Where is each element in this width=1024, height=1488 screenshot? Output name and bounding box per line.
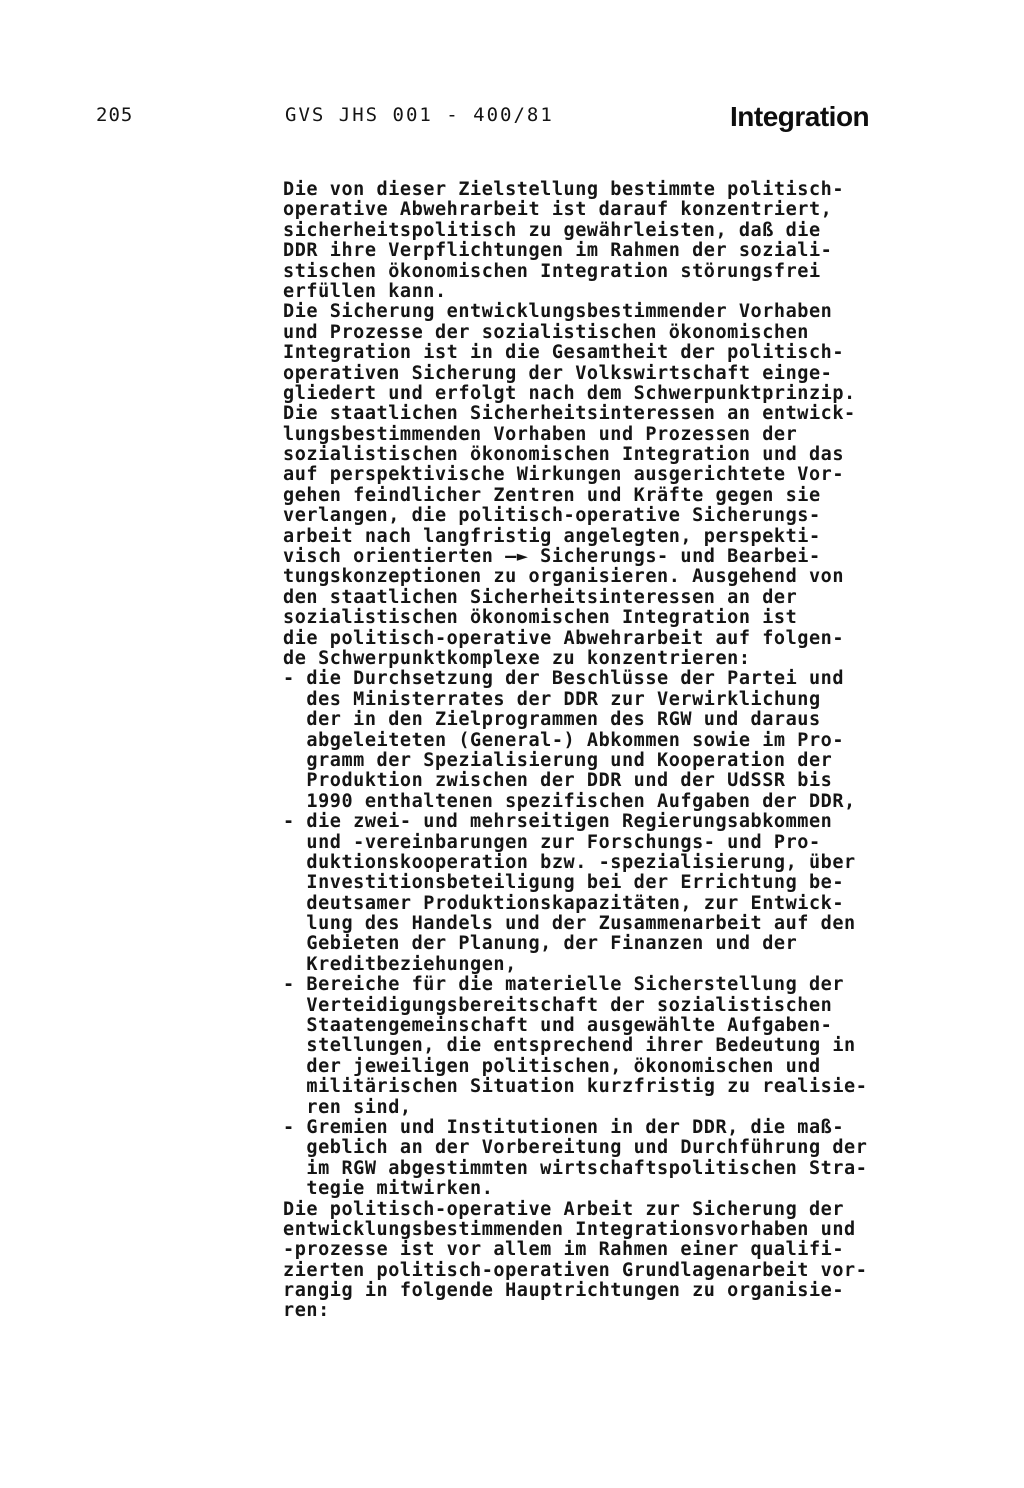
text-line: lung des Handels und der Zusammenarbeit auf den <box>283 913 856 935</box>
text-line: visch orientierten —► Sicherungs- und Bearbei- <box>283 546 821 568</box>
text-line: die politisch-operative Abwehrarbeit auf folgen- <box>283 627 845 649</box>
text-line: tungskonzeptionen zu organisieren. Ausgehend von <box>283 566 845 588</box>
text-line: geblich an der Vorbereitung und Durchführung der <box>283 1137 868 1159</box>
text-line: stellungen, die entsprechend ihrer Bedeutung in <box>283 1035 856 1057</box>
text-line: - die Durchsetzung der Beschlüsse der Partei und <box>283 668 845 690</box>
text-line: stischen ökonomischen Integration störungsfrei <box>283 260 821 282</box>
text-line: sozialistischen ökonomischen Integration und das <box>283 444 845 466</box>
page-number: 205 <box>96 104 134 126</box>
text-line: der jeweiligen politischen, ökonomischen und <box>283 1055 821 1077</box>
text-line: Produktion zwischen der DDR und der UdSSR bis <box>283 770 833 792</box>
text-line: abgeleiteten (General-) Abkommen sowie im Pro- <box>283 729 845 751</box>
text-line: der in den Zielprogrammen des RGW und daraus <box>283 709 821 731</box>
text-line: ren sind, <box>283 1096 412 1118</box>
text-line: gliedert und erfolgt nach dem Schwerpunktprinzip. <box>283 382 856 404</box>
text-line: entwicklungsbestimmenden Integrationsvorhaben und <box>283 1218 856 1240</box>
text-line: sozialistischen ökonomischen Integration ist <box>283 607 798 629</box>
text-line: arbeit nach langfristig angelegten, perspekti- <box>283 525 821 547</box>
text-line: Die politisch-operative Arbeit zur Sicherung der <box>283 1198 845 1220</box>
text-line: deutsamer Produktionskapazitäten, zur Entwick- <box>283 892 845 914</box>
text-line: operativen Sicherung der Volkswirtschaft einge- <box>283 362 833 384</box>
text-line: gehen feindlicher Zentren und Kräfte gegen sie <box>283 484 821 506</box>
text-line: im RGW abgestimmten wirtschaftspolitischen Stra- <box>283 1157 868 1179</box>
text-line: Die staatlichen Sicherheitsinteressen an entwick- <box>283 403 856 425</box>
body-text <box>283 180 923 1322</box>
text-line: Gebieten der Planung, der Finanzen und der <box>283 933 798 955</box>
text-line: DDR ihre Verpflichtungen im Rahmen der soziali- <box>283 240 833 262</box>
text-line: - Bereiche für die materielle Sicherstellung der <box>283 974 845 996</box>
text-line: und Prozesse der sozialistischen ökonomischen <box>283 321 809 343</box>
text-line: Die Sicherung entwicklungsbestimmender Vorhaben <box>283 301 833 323</box>
text-line: 1990 enthaltenen spezifischen Aufgaben der DDR, <box>283 790 856 812</box>
text-line: und -vereinbarungen zur Forschungs- und Pro- <box>283 831 821 853</box>
text-line: sicherheitspolitisch zu gewährleisten, daß die <box>283 219 821 241</box>
text-line: auf perspektivische Wirkungen ausgerichtete Vor- <box>283 464 845 486</box>
text-line: tegie mitwirken. <box>283 1178 494 1200</box>
text-line: de Schwerpunktkomplexe zu konzentrieren: <box>283 647 751 669</box>
text-line: operative Abwehrarbeit ist darauf konzentriert, <box>283 199 833 221</box>
text-line: - Gremien und Institutionen in der DDR, die maß- <box>283 1116 845 1138</box>
text-line: - die zwei- und mehrseitigen Regierungsabkommen <box>283 811 833 833</box>
text-line: duktionskooperation bzw. -spezialisierung, über <box>283 851 856 873</box>
text-line: -prozesse ist vor allem im Rahmen einer qualifi- <box>283 1239 845 1261</box>
text-line: zierten politisch-operativen Grundlagenarbeit vor- <box>283 1259 868 1281</box>
text-line: militärischen Situation kurzfristig zu realisie- <box>283 1076 868 1098</box>
text-line: Investitionsbeteiligung bei der Errichtung be- <box>283 872 845 894</box>
text-line: Verteidigungsbereitschaft der sozialistischen <box>283 994 833 1016</box>
document-reference: GVS JHS 001 - 400/81 <box>285 104 554 126</box>
text-line: gramm der Spezialisierung und Kooperation der <box>283 749 833 771</box>
text-line: erfüllen kann. <box>283 280 447 302</box>
text-line: verlangen, die politisch-operative Sicherungs- <box>283 505 821 527</box>
text-line: rangig in folgende Hauptrichtungen zu organisie- <box>283 1280 845 1302</box>
text-line: Die von dieser Zielstellung bestimmte politisch- <box>283 179 845 200</box>
text-line: den staatlichen Sicherheitsinteressen an der <box>283 586 798 608</box>
keyword-heading: Integration <box>730 101 870 132</box>
text-line: Kreditbeziehungen, <box>283 953 517 975</box>
text-line: Staatengemeinschaft und ausgewählte Aufgaben- <box>283 1015 833 1037</box>
text-line: ren: <box>283 1300 330 1322</box>
text-line: Integration ist in die Gesamtheit der politisch- <box>283 342 845 364</box>
text-line: des Ministerrates der DDR zur Verwirklichung <box>283 688 821 710</box>
text-line: lungsbestimmenden Vorhaben und Prozessen der <box>283 423 798 445</box>
